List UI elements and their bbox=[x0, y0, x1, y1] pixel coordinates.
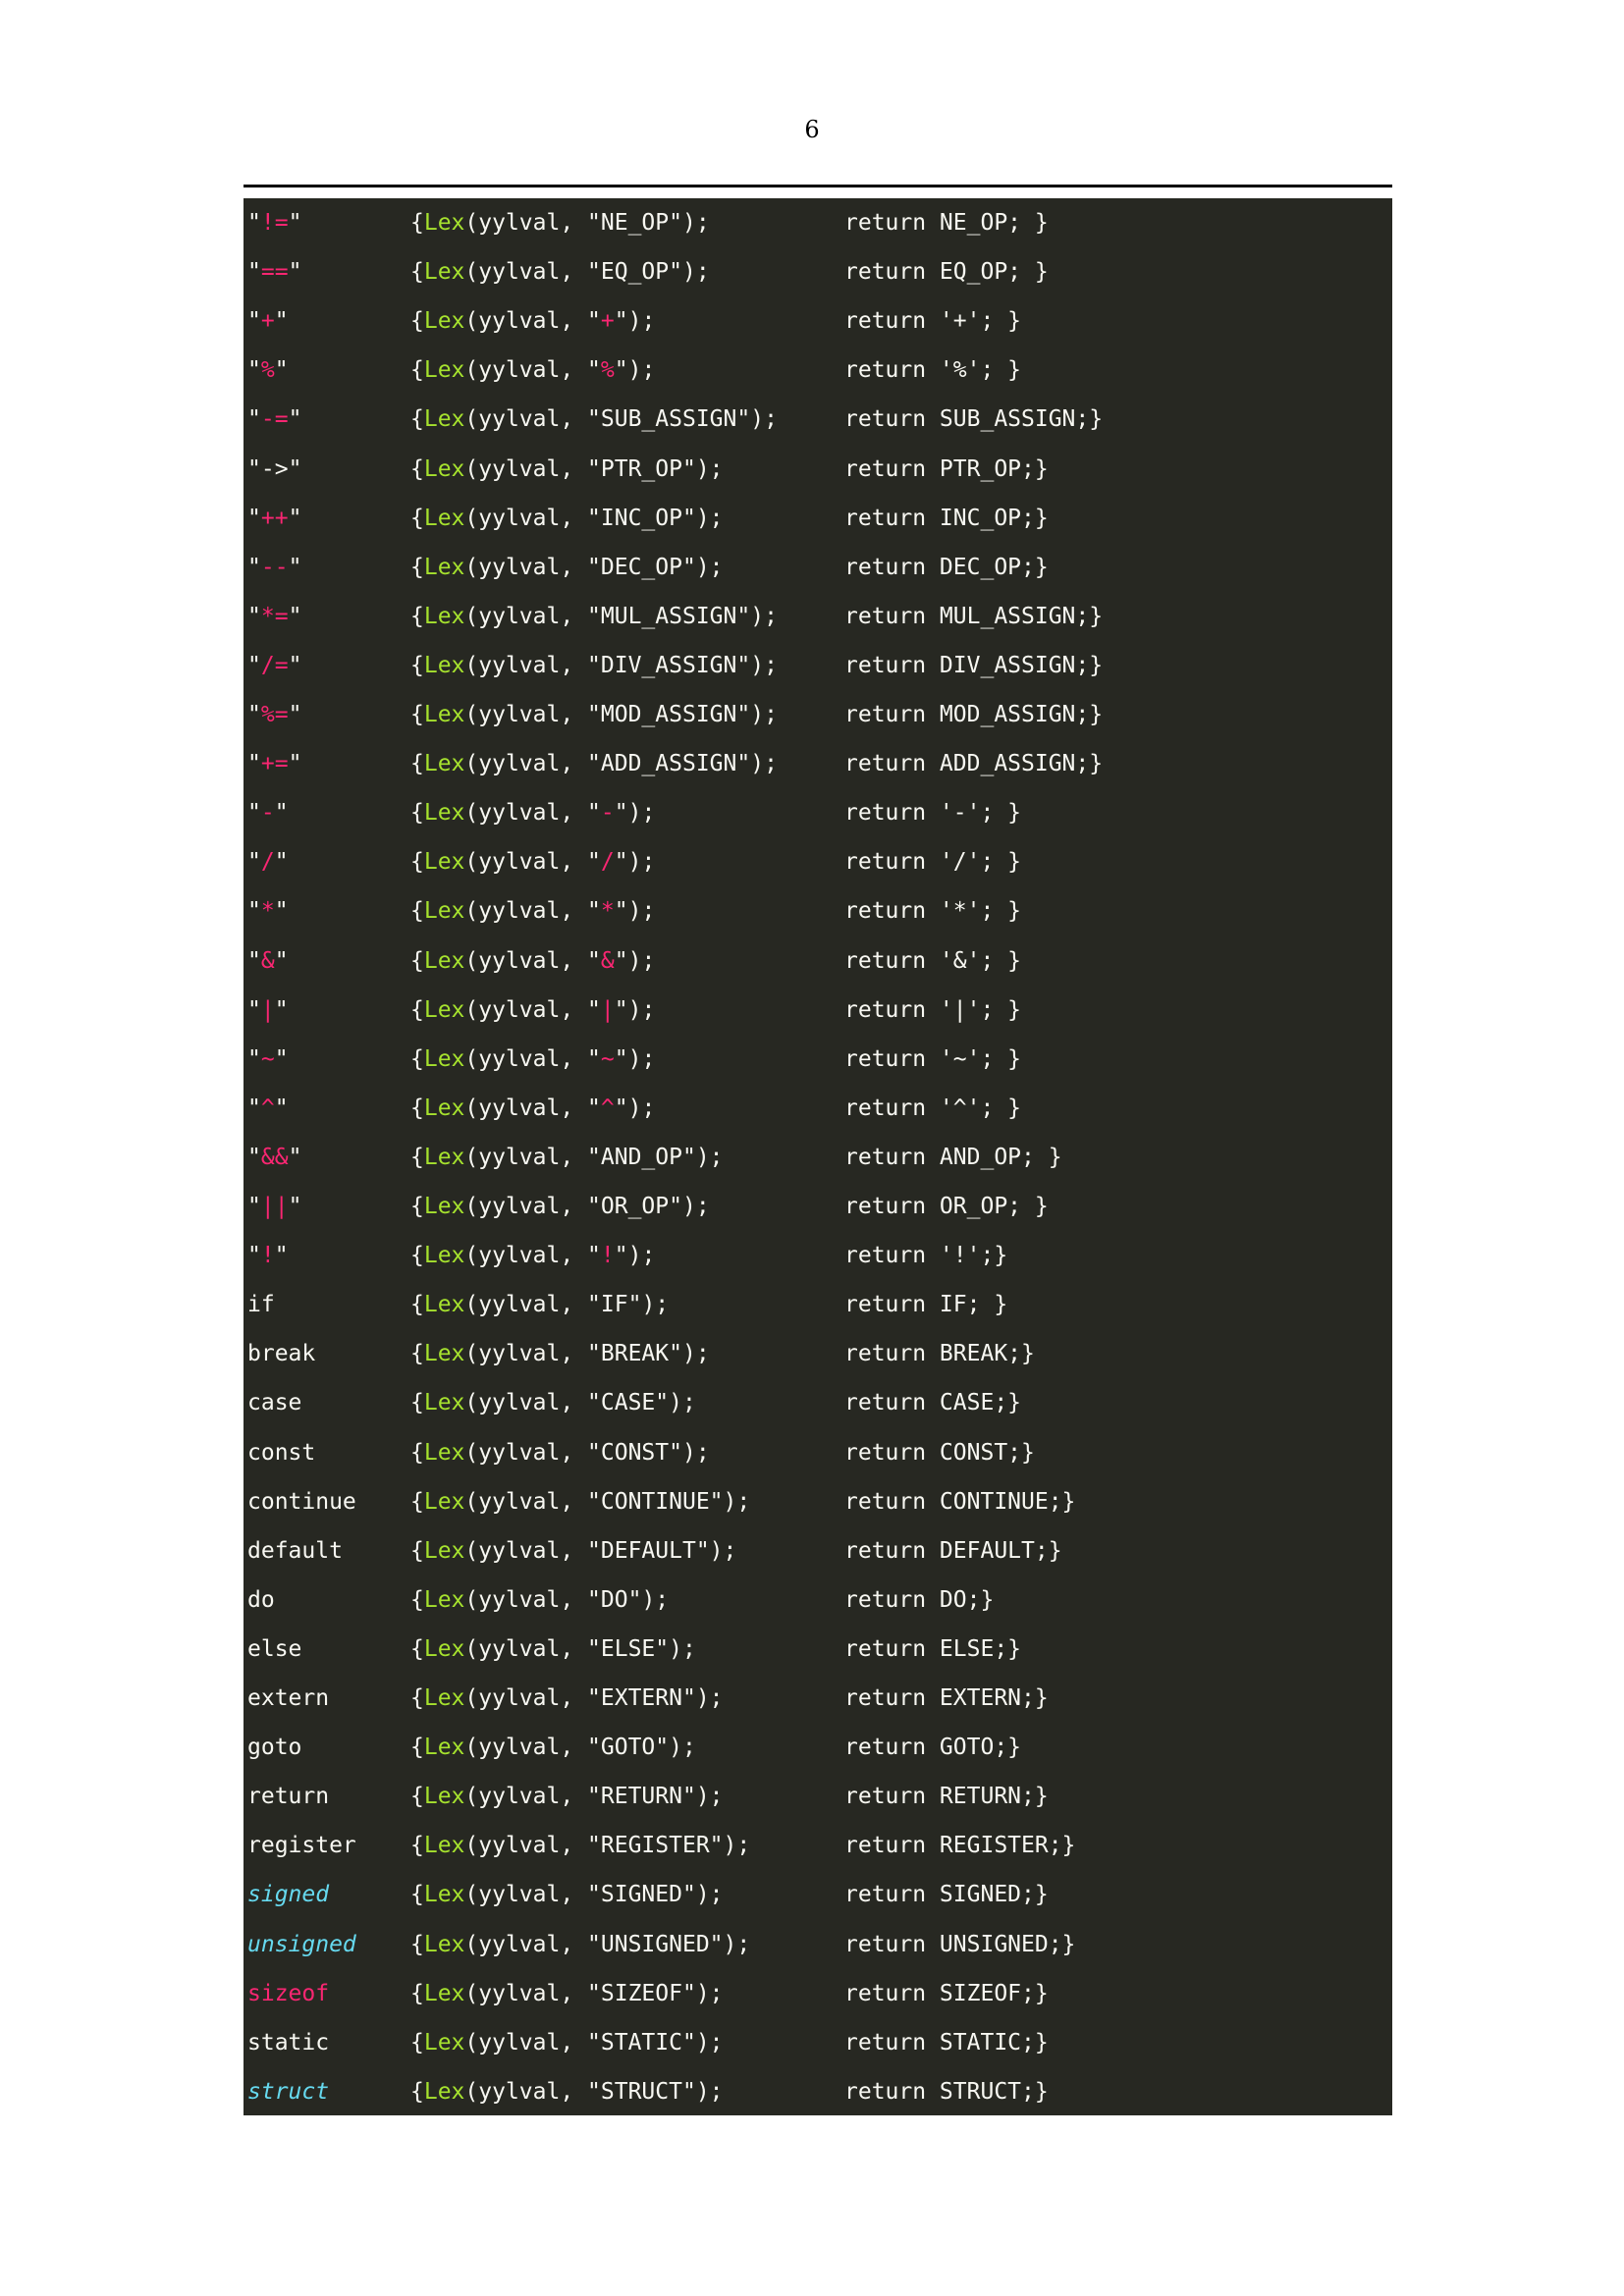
lex-action: {Lex(yylval, "DO"); bbox=[410, 1586, 670, 1613]
lex-pattern: unsigned bbox=[247, 1931, 356, 1957]
lex-action: {Lex(yylval, "SUB_ASSIGN"); bbox=[410, 406, 778, 433]
token-name: CASE bbox=[600, 1390, 656, 1416]
token-name: ELSE bbox=[600, 1635, 656, 1662]
token-name: NE_OP bbox=[600, 210, 670, 236]
lex-action: {Lex(yylval, "CONTINUE"); bbox=[410, 1488, 751, 1515]
lex-pattern: "%=" bbox=[247, 702, 302, 727]
code-line bbox=[244, 1182, 1392, 1231]
return-statement: return STATIC;} bbox=[844, 2029, 1049, 2056]
lex-action: {Lex(yylval, "PTR_OP"); bbox=[410, 455, 724, 482]
lex-action: {Lex(yylval, "*"); bbox=[410, 898, 656, 925]
return-statement: return MOD_ASSIGN;} bbox=[844, 702, 1104, 727]
return-statement: return DEFAULT;} bbox=[844, 1537, 1062, 1564]
lex-function-name: Lex bbox=[423, 1685, 465, 1711]
return-statement: return '+'; } bbox=[844, 308, 1022, 335]
lex-function-name: Lex bbox=[423, 455, 465, 482]
code-line bbox=[244, 1378, 1392, 1427]
token-name: DO bbox=[600, 1586, 628, 1613]
return-statement: return '~'; } bbox=[844, 1045, 1022, 1072]
lex-action: {Lex(yylval, "&"); bbox=[410, 947, 656, 974]
lex-pattern: "/" bbox=[247, 849, 289, 876]
lex-pattern: "*" bbox=[247, 898, 289, 925]
lex-action: {Lex(yylval, "/"); bbox=[410, 849, 656, 876]
lex-pattern: "/=" bbox=[247, 652, 302, 678]
token-name: RETURN bbox=[600, 1784, 682, 1810]
code-line bbox=[244, 641, 1392, 690]
code-line bbox=[244, 2067, 1392, 2116]
return-statement: return CONTINUE;} bbox=[844, 1488, 1076, 1515]
lex-pattern: break bbox=[247, 1341, 316, 1367]
lex-action: {Lex(yylval, "ADD_ASSIGN"); bbox=[410, 751, 778, 777]
code-line bbox=[244, 788, 1392, 837]
code-line bbox=[244, 1723, 1392, 1772]
return-statement: return SUB_ASSIGN;} bbox=[844, 406, 1104, 433]
code-line bbox=[244, 739, 1392, 788]
lex-function-name: Lex bbox=[423, 554, 465, 580]
token-name: | bbox=[600, 996, 615, 1023]
token-name: UNSIGNED bbox=[600, 1931, 710, 1957]
token-name: MUL_ASSIGN bbox=[600, 603, 737, 629]
lex-action: {Lex(yylval, "UNSIGNED"); bbox=[410, 1931, 751, 1957]
lex-function-name: Lex bbox=[423, 2029, 465, 2056]
lex-action: {Lex(yylval, "DEFAULT"); bbox=[410, 1537, 737, 1564]
token-name: / bbox=[600, 849, 615, 876]
lex-action: {Lex(yylval, "OR_OP"); bbox=[410, 1194, 710, 1219]
return-statement: return MUL_ASSIGN;} bbox=[844, 603, 1104, 629]
code-line bbox=[244, 1969, 1392, 2018]
return-statement: return PTR_OP;} bbox=[844, 455, 1049, 482]
lex-pattern: "-" bbox=[247, 800, 289, 827]
return-statement: return DO;} bbox=[844, 1586, 995, 1613]
return-statement: return '^'; } bbox=[844, 1095, 1022, 1121]
code-line bbox=[244, 1772, 1392, 1821]
token-name: SIGNED bbox=[600, 1882, 682, 1908]
code-line bbox=[244, 690, 1392, 739]
lex-function-name: Lex bbox=[423, 357, 465, 384]
lex-function-name: Lex bbox=[423, 2078, 465, 2105]
token-name: & bbox=[600, 947, 615, 974]
token-name: DEC_OP bbox=[600, 554, 682, 580]
lex-function-name: Lex bbox=[423, 505, 465, 531]
lex-action: {Lex(yylval, "BREAK"); bbox=[410, 1341, 710, 1367]
token-name: ADD_ASSIGN bbox=[600, 751, 737, 777]
lex-action: {Lex(yylval, "RETURN"); bbox=[410, 1784, 724, 1810]
return-statement: return AND_OP; } bbox=[844, 1144, 1062, 1170]
lex-action: {Lex(yylval, "!"); bbox=[410, 1243, 656, 1269]
lex-function-name: Lex bbox=[423, 1144, 465, 1170]
lex-pattern: "&&" bbox=[247, 1144, 302, 1170]
lex-pattern: "--" bbox=[247, 554, 302, 580]
token-name: AND_OP bbox=[600, 1144, 682, 1170]
token-name: DEFAULT bbox=[600, 1537, 696, 1564]
lex-function-name: Lex bbox=[423, 1882, 465, 1908]
return-statement: return '*'; } bbox=[844, 898, 1022, 925]
lex-pattern: sizeof bbox=[247, 1980, 330, 2006]
code-line bbox=[244, 445, 1392, 494]
lex-function-name: Lex bbox=[423, 1635, 465, 1662]
return-statement: return OR_OP; } bbox=[844, 1194, 1049, 1219]
return-statement: return GOTO;} bbox=[844, 1735, 1022, 1761]
token-name: % bbox=[600, 357, 615, 384]
lex-function-name: Lex bbox=[423, 1488, 465, 1515]
lex-pattern: if bbox=[247, 1292, 275, 1318]
return-statement: return INC_OP;} bbox=[844, 505, 1049, 531]
return-statement: return DIV_ASSIGN;} bbox=[844, 652, 1104, 678]
return-statement: return SIGNED;} bbox=[844, 1882, 1049, 1908]
lex-pattern: continue bbox=[247, 1488, 356, 1515]
code-line bbox=[244, 2018, 1392, 2067]
lex-pattern: return bbox=[247, 1784, 330, 1810]
lex-action: {Lex(yylval, "MOD_ASSIGN"); bbox=[410, 702, 778, 727]
lex-function-name: Lex bbox=[423, 996, 465, 1023]
lex-pattern: do bbox=[247, 1586, 275, 1613]
lex-action: {Lex(yylval, "CASE"); bbox=[410, 1390, 696, 1416]
lex-pattern: "%" bbox=[247, 357, 289, 384]
code-line bbox=[244, 1575, 1392, 1625]
return-statement: return '%'; } bbox=[844, 357, 1022, 384]
code-line bbox=[244, 543, 1392, 592]
code-line bbox=[244, 837, 1392, 886]
return-statement: return CASE;} bbox=[844, 1390, 1022, 1416]
lex-action: {Lex(yylval, "^"); bbox=[410, 1095, 656, 1121]
token-name: REGISTER bbox=[600, 1833, 710, 1859]
lex-action: {Lex(yylval, "%"); bbox=[410, 357, 656, 384]
lex-function-name: Lex bbox=[423, 1833, 465, 1859]
token-name: SIZEOF bbox=[600, 1980, 682, 2006]
lex-function-name: Lex bbox=[423, 1341, 465, 1367]
lex-action: {Lex(yylval, "INC_OP"); bbox=[410, 505, 724, 531]
code-line bbox=[244, 1280, 1392, 1329]
lex-action: {Lex(yylval, "AND_OP"); bbox=[410, 1144, 724, 1170]
token-name: ^ bbox=[600, 1095, 615, 1121]
lex-function-name: Lex bbox=[423, 1586, 465, 1613]
token-name: IF bbox=[600, 1292, 628, 1318]
lex-pattern: "+=" bbox=[247, 751, 302, 777]
lex-action: {Lex(yylval, "IF"); bbox=[410, 1292, 670, 1318]
return-statement: return SIZEOF;} bbox=[844, 1980, 1049, 2006]
token-name: BREAK bbox=[600, 1341, 670, 1367]
lex-function-name: Lex bbox=[423, 406, 465, 433]
lex-pattern: extern bbox=[247, 1685, 330, 1711]
lex-action: {Lex(yylval, "STRUCT"); bbox=[410, 2078, 724, 2105]
token-name: * bbox=[600, 898, 615, 925]
code-line bbox=[244, 936, 1392, 986]
lex-action: {Lex(yylval, "SIGNED"); bbox=[410, 1882, 724, 1908]
code-line bbox=[244, 1428, 1392, 1477]
lex-action: {Lex(yylval, "ELSE"); bbox=[410, 1635, 696, 1662]
code-line bbox=[244, 1035, 1392, 1084]
lex-pattern: "!=" bbox=[247, 210, 302, 236]
lex-function-name: Lex bbox=[423, 308, 465, 335]
lex-pattern: "|" bbox=[247, 996, 289, 1023]
code-line bbox=[244, 395, 1392, 444]
code-line bbox=[244, 1674, 1392, 1723]
return-statement: return DEC_OP;} bbox=[844, 554, 1049, 580]
token-name: SUB_ASSIGN bbox=[600, 406, 737, 433]
code-block bbox=[244, 198, 1392, 2115]
lex-pattern: else bbox=[247, 1635, 302, 1662]
return-statement: return RETURN;} bbox=[844, 1784, 1049, 1810]
lex-function-name: Lex bbox=[423, 1537, 465, 1564]
token-name: STRUCT bbox=[600, 2078, 682, 2105]
lex-function-name: Lex bbox=[423, 1045, 465, 1072]
lex-pattern: default bbox=[247, 1537, 343, 1564]
return-statement: return ADD_ASSIGN;} bbox=[844, 751, 1104, 777]
lex-action: {Lex(yylval, "STATIC"); bbox=[410, 2029, 724, 2056]
lex-function-name: Lex bbox=[423, 849, 465, 876]
lex-pattern: struct bbox=[247, 2078, 330, 2105]
code-line bbox=[244, 198, 1392, 247]
lex-function-name: Lex bbox=[423, 800, 465, 827]
token-name: DIV_ASSIGN bbox=[600, 652, 737, 678]
lex-action: {Lex(yylval, "GOTO"); bbox=[410, 1735, 696, 1761]
lex-pattern: "~" bbox=[247, 1045, 289, 1072]
code-line bbox=[244, 886, 1392, 935]
lex-function-name: Lex bbox=[423, 652, 465, 678]
code-line bbox=[244, 247, 1392, 296]
token-name: ~ bbox=[600, 1045, 615, 1072]
token-name: PTR_OP bbox=[600, 455, 682, 482]
code-line bbox=[244, 1133, 1392, 1182]
token-name: GOTO bbox=[600, 1735, 656, 1761]
lex-pattern: goto bbox=[247, 1735, 302, 1761]
lex-pattern: "++" bbox=[247, 505, 302, 531]
lex-function-name: Lex bbox=[423, 1735, 465, 1761]
code-line bbox=[244, 1329, 1392, 1378]
return-statement: return ELSE;} bbox=[844, 1635, 1022, 1662]
lex-function-name: Lex bbox=[423, 1095, 465, 1121]
lex-action: {Lex(yylval, "NE_OP"); bbox=[410, 210, 710, 236]
token-name: EQ_OP bbox=[600, 259, 670, 286]
code-line bbox=[244, 296, 1392, 346]
page-number: 6 bbox=[804, 116, 820, 143]
return-statement: return '/'; } bbox=[844, 849, 1022, 876]
return-statement: return UNSIGNED;} bbox=[844, 1931, 1076, 1957]
lex-action: {Lex(yylval, "|"); bbox=[410, 996, 656, 1023]
lex-function-name: Lex bbox=[423, 1243, 465, 1269]
lex-action: {Lex(yylval, "-"); bbox=[410, 800, 656, 827]
lex-function-name: Lex bbox=[423, 947, 465, 974]
return-statement: return STRUCT;} bbox=[844, 2078, 1049, 2105]
code-line bbox=[244, 494, 1392, 543]
lex-pattern: signed bbox=[247, 1882, 330, 1908]
return-statement: return '!';} bbox=[844, 1243, 1008, 1269]
lex-function-name: Lex bbox=[423, 1784, 465, 1810]
lex-pattern: "==" bbox=[247, 259, 302, 286]
lex-function-name: Lex bbox=[423, 1194, 465, 1219]
lex-pattern: "&" bbox=[247, 947, 289, 974]
token-name: STATIC bbox=[600, 2029, 682, 2056]
return-statement: return '|'; } bbox=[844, 996, 1022, 1023]
lex-action: {Lex(yylval, "CONST"); bbox=[410, 1439, 710, 1466]
code-line bbox=[244, 1231, 1392, 1280]
lex-function-name: Lex bbox=[423, 259, 465, 286]
code-line bbox=[244, 1920, 1392, 1969]
lex-function-name: Lex bbox=[423, 1980, 465, 2006]
lex-function-name: Lex bbox=[423, 210, 465, 236]
return-statement: return EXTERN;} bbox=[844, 1685, 1049, 1711]
return-statement: return IF; } bbox=[844, 1292, 1008, 1318]
code-line bbox=[244, 1084, 1392, 1133]
token-name: CONST bbox=[600, 1439, 670, 1466]
token-name: EXTERN bbox=[600, 1685, 682, 1711]
lex-action: {Lex(yylval, "DIV_ASSIGN"); bbox=[410, 652, 778, 678]
code-line bbox=[244, 1526, 1392, 1575]
lex-action: {Lex(yylval, "~"); bbox=[410, 1045, 656, 1072]
return-statement: return NE_OP; } bbox=[844, 210, 1049, 236]
code-line bbox=[244, 1870, 1392, 1919]
code-line bbox=[244, 346, 1392, 395]
lex-pattern: "+" bbox=[247, 308, 289, 335]
token-name: INC_OP bbox=[600, 505, 682, 531]
lex-pattern: "||" bbox=[247, 1194, 302, 1219]
token-name: CONTINUE bbox=[600, 1488, 710, 1515]
code-line bbox=[244, 1625, 1392, 1674]
lex-action: {Lex(yylval, "DEC_OP"); bbox=[410, 554, 724, 580]
lex-action: {Lex(yylval, "EQ_OP"); bbox=[410, 259, 710, 286]
return-statement: return '&'; } bbox=[844, 947, 1022, 974]
code-line bbox=[244, 592, 1392, 641]
lex-function-name: Lex bbox=[423, 603, 465, 629]
lex-action: {Lex(yylval, "EXTERN"); bbox=[410, 1685, 724, 1711]
lex-function-name: Lex bbox=[423, 1292, 465, 1318]
return-statement: return EQ_OP; } bbox=[844, 259, 1049, 286]
lex-pattern: register bbox=[247, 1833, 356, 1859]
lex-action: {Lex(yylval, "MUL_ASSIGN"); bbox=[410, 603, 778, 629]
lex-pattern: "-=" bbox=[247, 406, 302, 433]
token-name: ! bbox=[600, 1243, 615, 1269]
return-statement: return BREAK;} bbox=[844, 1341, 1035, 1367]
lex-pattern: "^" bbox=[247, 1095, 289, 1121]
lex-action: {Lex(yylval, "+"); bbox=[410, 308, 656, 335]
code-line bbox=[244, 1477, 1392, 1526]
header-rule bbox=[244, 185, 1392, 187]
token-name: OR_OP bbox=[600, 1194, 670, 1219]
code-line bbox=[244, 1821, 1392, 1870]
return-statement: return REGISTER;} bbox=[844, 1833, 1076, 1859]
lex-action: {Lex(yylval, "REGISTER"); bbox=[410, 1833, 751, 1859]
lex-function-name: Lex bbox=[423, 1439, 465, 1466]
lex-function-name: Lex bbox=[423, 751, 465, 777]
token-name: - bbox=[600, 800, 615, 827]
lex-pattern: const bbox=[247, 1439, 316, 1466]
return-statement: return '-'; } bbox=[844, 800, 1022, 827]
lex-pattern: case bbox=[247, 1390, 302, 1416]
lex-function-name: Lex bbox=[423, 898, 465, 925]
lex-function-name: Lex bbox=[423, 702, 465, 727]
lex-function-name: Lex bbox=[423, 1931, 465, 1957]
lex-pattern: "->" bbox=[247, 455, 302, 482]
token-name: MOD_ASSIGN bbox=[600, 702, 737, 727]
code-line bbox=[244, 986, 1392, 1035]
lex-action: {Lex(yylval, "SIZEOF"); bbox=[410, 1980, 724, 2006]
return-statement: return CONST;} bbox=[844, 1439, 1035, 1466]
lex-pattern: "*=" bbox=[247, 603, 302, 629]
lex-function-name: Lex bbox=[423, 1390, 465, 1416]
lex-pattern: "!" bbox=[247, 1243, 289, 1269]
token-name: + bbox=[600, 308, 615, 335]
lex-pattern: static bbox=[247, 2029, 330, 2056]
